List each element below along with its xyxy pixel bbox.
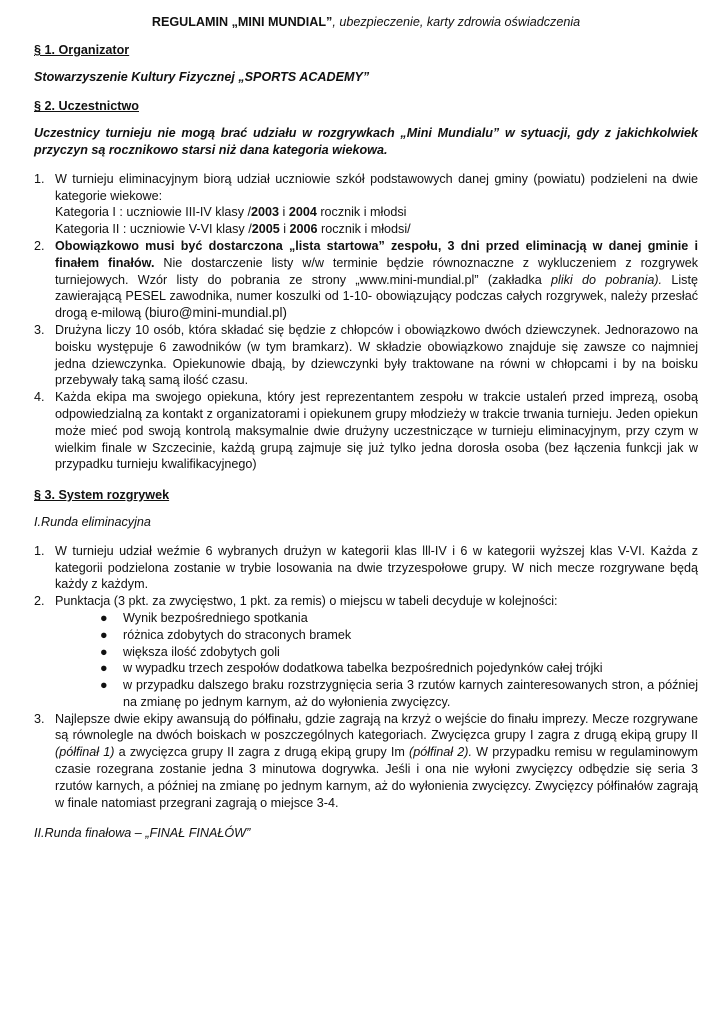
title-bold: REGULAMIN „MINI MUNDIAL” [151,15,333,29]
item-text: Drużyna liczy 10 osób, która składać się będzie z chłopców i obowiązkowo dwóch dziewczynek. Jednorazowo na boisku występuje 6 zawodników (w tym bramkarz). W składzie obowiązkowo znajduje się zawsze co najmniej jedna dziewczynka. Opiekunowie dbają, by dziewczynki były traktowane na równi w chłopcami i by na boisku przebywały taką samą ilość czasu. [55,322,698,388]
tiebreak-item [100,644,698,661]
category-1-year-a: 2003 [250,205,280,220]
tiebreak-list [55,610,698,711]
category-1-line [55,204,698,221]
round-2-heading: II.Runda finałowa – „FINAŁ FINAŁÓW” [34,826,251,841]
participation-item-1 [34,171,698,238]
tiebreak-text: w przypadku dalszego braku rozstrzygnięcia seria 3 rzutów karnych zainteresowanych stron, a później na zmianę po jednym karnym, aż do wyłonienia zwycięzcy. [123,678,698,709]
category-1-label: Kategoria I : uczniowie III-IV klasy / [55,205,251,220]
tiebreak-text: w wypadku trzech zespołów dodatkowa tabelka bezpośrednich pojedynków całej trójki [123,661,603,676]
item-text: Najlepsze dwie ekipy awansują do półfinału, gdzie zagrają na krzyż o wejście do finału imprezy. Mecze rozgrywane są równolegle na dwóch boiskach w poszczególnych kategoriach. Zwycięzca grupy I zagra z drugą ekipą grupy II [55,711,698,743]
category-2-label: Kategoria II : uczniowie V-VI klasy / [55,222,252,237]
competition-system-list [34,543,698,812]
organizer-name: Stowarzyszenie Kultury Fizycznej „SPORTS ACADEMY” [34,69,370,84]
item-number: 3. [34,711,45,726]
item-text: Nie dostarczenie listy w/w terminie będzie równoznaczne z wykluczeniem z rozgrywek turniejowych. Wzór listy do pobrania ze strony „www.mini-mundial.pl” (zakładka [55,255,698,287]
item-number: 1. [34,543,45,558]
category-2-and: i [279,222,290,237]
eligibility-paragraph: Uczestnicy turnieju nie mogą brać udziału w rozgrywkach „Mini Mundialu” w sytuacji, gdy z jakichkolwiek przyczyn są rocznikowo starsi niż dana kategoria wiekowa. [34,126,698,157]
tiebreak-item [100,610,698,627]
section-3-heading: § 3. System rozgrywek [34,488,170,503]
item-number: 2. [34,594,45,609]
category-2-year-b: 2006 [289,222,318,237]
document-page [34,14,698,854]
system-item-2 [34,593,698,711]
bullet-icon: ● [100,627,108,642]
email-address: (biuro@mini-mundial.pl) [144,305,287,321]
item-number: 1. [34,171,45,186]
tiebreak-text: Wynik bezpośredniego spotkania [123,610,308,625]
bullet-icon: ● [100,610,108,625]
item-text-continued: a zwycięzca grupy II zagra z drugą ekipą grupy Im [114,745,409,760]
item-italic-text: pliki do pobrania). [551,272,663,287]
category-2-suffix: rocznik i młodsi/ [317,222,411,237]
bullet-icon: ● [100,678,108,693]
category-2-year-a: 2005 [251,222,280,237]
category-1-suffix: rocznik i młodsi [316,205,407,220]
category-2-line [55,221,698,238]
section-2-heading: § 2. Uczestnictwo [34,99,139,114]
item-number: 2. [34,238,45,253]
participation-item-3 [34,322,698,389]
item-number: 4. [34,390,45,405]
tiebreak-item [100,627,698,644]
category-1-year-b: 2004 [288,205,317,220]
tiebreak-item [100,660,698,677]
document-title [34,14,698,31]
bullet-icon: ● [100,644,108,659]
participation-list [34,171,698,473]
participation-item-4 [34,389,698,473]
item-text: W turnieju eliminacyjnym biorą udział uczniowie szkół podstawowych danej gminy (powiatu) podzieleni na dwie kategorie wiekowe: [55,171,698,203]
semifinal-2-label: (półfinał 2). [409,745,472,760]
item-text: W turnieju udział weźmie 6 wybranych drużyn w kategorii klas lll-IV i 6 w kategorii wyższej klas V-VI. Każda z kategorii podzielona zostanie w trybie losowania na dwie trzyzespołowe grupy. W nich mecze rozgrywane będą każdy z każdym. [55,543,698,592]
title-italic: , ubezpieczenie, karty zdrowia oświadczenia [332,15,581,29]
participation-item-2 [34,238,698,322]
category-1-and: i [279,205,289,220]
tiebreak-item [100,677,698,711]
bullet-icon: ● [100,661,108,676]
tiebreak-text: różnica zdobytych do straconych bramek [123,627,352,642]
item-text-continued: Listę zawierającą PESEL zawodnika, numer koszulki od 1-10- obowiązujący podczas całych rozgrywek, należy przesłać drogą e-milową [55,272,698,321]
semifinal-1-label: (półfinał 1) [55,745,115,760]
item-text-end: W przypadku remisu w regulaminowym czasie rozegrana zostanie jedna 3 minutowa dogrywka. Jeśli i ona nie wyłoni zwycięzcy odbędzie się seria 3 rzutów karnych, a później na zmianę po jednym karnym, aż do wyłonienia zwycięzcy. Zwycięzcy półfinałów zagrają w finale natomiast przegrani zagrają o miejsce 3-4. [55,745,698,810]
system-item-1 [34,543,698,593]
system-item-3 [34,711,698,812]
item-text: Każda ekipa ma swojego opiekuna, który jest reprezentantem zespołu w trakcie ustaleń przed imprezą, osobą odpowiedzialną za kontakt z organizatorami i opiekunem grupy młodzieży w trakcie trwania turnieju. Jeden opiekun może mieć pod swoją kontrolą maksymalnie dwie drużyny uczestniczące w turnieju eliminacyjnym, przy czym w wielkim finale w Szczecinie, każdą grupą zajmuje się już tylko jedna dorosła osoba (bez łączenia funkcji jak w przypadku turnieju kwalifikacyjnego) [55,390,698,472]
round-1-heading: I.Runda eliminacyjna [34,514,151,529]
item-text: Punktacja (3 pkt. za zwycięstwo, 1 pkt. za remis) o miejscu w tabeli decyduje w kolejności: [55,594,558,609]
section-1-heading: § 1. Organizator [34,42,130,57]
tiebreak-text: większa ilość zdobytych goli [123,644,280,659]
item-bold-text: Obowiązkowo musi być dostarczona „lista startowa” zespołu, 3 dni przed eliminacją w danej gminie i finałem finałów. [55,238,698,270]
item-number: 3. [34,322,45,337]
